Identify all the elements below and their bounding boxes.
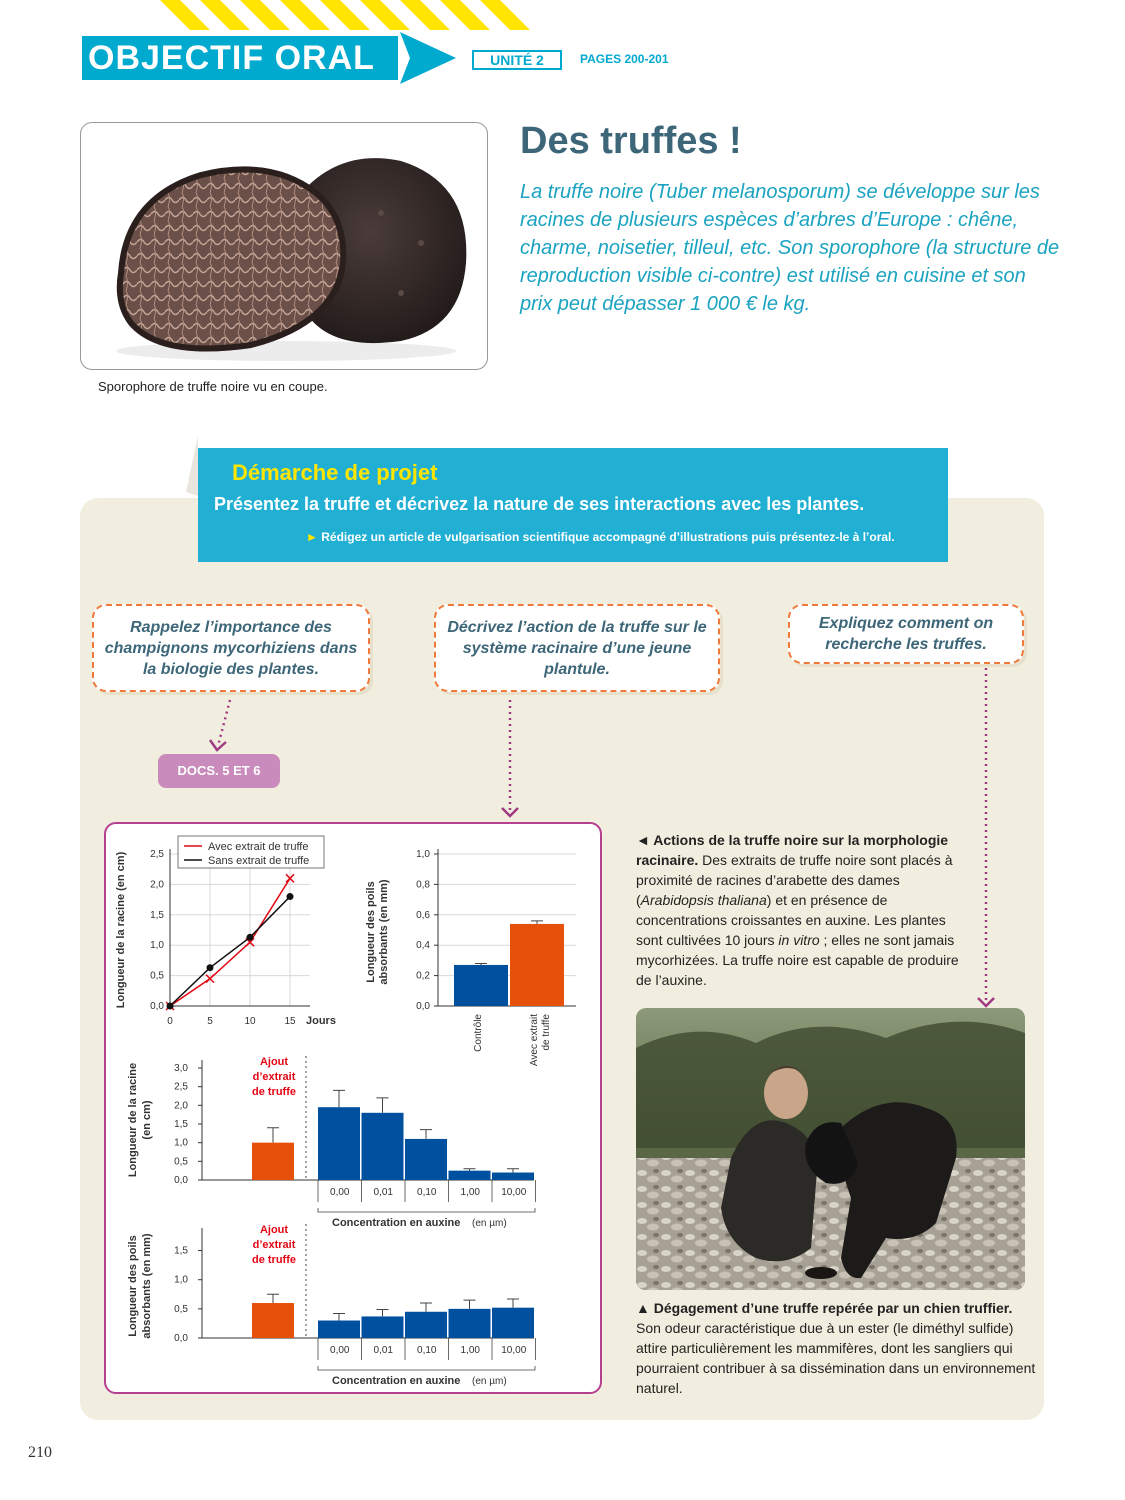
y-tick-label: 0,0: [174, 1333, 188, 1344]
error-bar: [420, 1130, 432, 1139]
truffle-photo: [80, 122, 488, 370]
doc-dog-title: ▲ Dégagement d’une truffe repérée par un chien truffier.: [636, 1300, 1013, 1316]
truffle-dog-illustration: [636, 1008, 1025, 1290]
bar-2: [362, 1113, 404, 1180]
error-bar: [333, 1314, 345, 1321]
triangle-icon: ►: [306, 530, 318, 544]
error-bar: [267, 1128, 279, 1143]
category-label: de truffe: [541, 1014, 552, 1051]
y-tick-label: 0,6: [416, 909, 430, 921]
y-tick-label: 2,0: [150, 879, 164, 891]
reference-bar: [252, 1143, 294, 1180]
y-axis-title: absorbants (en mm): [141, 1233, 153, 1339]
y-tick-label: 1,0: [150, 940, 164, 952]
series-line-2: [170, 897, 290, 1006]
y-tick-label: 2,5: [150, 849, 164, 860]
y-tick-label: 0,5: [174, 1156, 188, 1168]
truffle-dog-photo: [636, 1008, 1025, 1290]
task-mycorrhizal: Rappelez l’importance des champignons mycorhiziens dans la biologie des plantes.: [92, 604, 370, 692]
category-label: 0,00: [330, 1187, 350, 1198]
data-point-dot: [287, 893, 294, 900]
pages-reference: PAGES 200-201: [580, 52, 669, 66]
category-label: 0,01: [373, 1187, 393, 1198]
page-title: Des truffes !: [520, 120, 742, 162]
x-bracket: [318, 1208, 535, 1212]
x-axis-title: Concentration en auxine: [332, 1217, 461, 1229]
bar-4: [449, 1309, 491, 1338]
x-tick-label: 5: [207, 1016, 213, 1027]
project-label: Démarche de projet: [232, 460, 438, 485]
unit-badge: UNITÉ 2: [472, 50, 562, 70]
charts-panel: [104, 822, 602, 1394]
charts-svg: [106, 824, 604, 1396]
y-tick-label: 0,2: [416, 970, 430, 982]
bar-1: [318, 1321, 360, 1338]
category-label: 10,00: [501, 1187, 527, 1198]
data-point-dot: [247, 934, 254, 941]
y-axis-title: absorbants (en mm): [378, 879, 390, 985]
error-bar: [333, 1090, 345, 1107]
doc-auxin-title: ◄ Actions de la truffe noire sur la morphologie racinaire.: [636, 832, 949, 868]
series-line-1: [170, 878, 290, 1006]
doc-dog-description: ▲ Dégagement d’une truffe repérée par un chien truffier. Son odeur caractéristique due à un ester (le diméthyl sulfide) attire particulièrement les mammifères, dont les sangliers qui pourraient contribuer à sa dissémination dans un environnement naturel.: [636, 1300, 1036, 1396]
task-search: Expliquez comment on recherche les truffes.: [788, 604, 1024, 664]
y-axis-title: Longueur de la racine: [127, 1062, 139, 1178]
photo-caption: Sporophore de truffe noire vu en coupe.: [98, 379, 328, 394]
y-axis-title: Longueur de la racine (en cm): [115, 851, 127, 1009]
error-bar: [531, 921, 543, 924]
y-tick-label: 1,0: [174, 1274, 188, 1286]
bar-5: [492, 1173, 534, 1180]
y-tick-label: 0,5: [174, 1303, 188, 1315]
error-bar: [464, 1169, 476, 1171]
header-stripes: [160, 0, 540, 30]
y-tick-label: 3,0: [174, 1063, 188, 1074]
x-tick-label: 15: [284, 1016, 296, 1027]
error-bar: [267, 1294, 279, 1303]
error-bar: [377, 1309, 389, 1316]
y-tick-label: 0,8: [416, 879, 430, 891]
legend-label: Avec extrait de truffe: [208, 841, 309, 853]
category-label: Avec extrait: [529, 1014, 540, 1067]
annotation-label: d’extrait: [252, 1071, 296, 1083]
y-tick-label: 0,4: [416, 940, 430, 952]
y-tick-label: 0,0: [174, 1175, 188, 1186]
bar-1: [454, 965, 508, 1006]
y-axis-title: (en cm): [141, 1100, 153, 1140]
section-title: OBJECTIF ORAL: [82, 36, 398, 80]
bar-3: [405, 1312, 447, 1338]
y-tick-label: 0,5: [150, 970, 164, 982]
category-label: 1,00: [460, 1187, 480, 1198]
y-axis-title: Longueur des poils: [127, 1235, 139, 1337]
data-point-dot: [207, 964, 214, 971]
category-label: 10,00: [501, 1345, 527, 1356]
annotation-label: Ajout: [259, 1224, 289, 1236]
x-axis-title: Jours: [306, 1015, 336, 1027]
bar-3: [405, 1139, 447, 1180]
project-sub-text: Rédigez un article de vulgarisation scientifique accompagné d’illustrations puis présentez-le à l’oral.: [321, 530, 895, 544]
project-main-instruction: Présentez la truffe et décrivez la nature de ses interactions avec les plantes.: [214, 494, 865, 514]
category-label: Contrôle: [473, 1014, 484, 1052]
bar-4: [449, 1171, 491, 1180]
x-axis-unit: (en µm): [472, 1376, 507, 1387]
legend-label: Sans extrait de truffe: [208, 855, 310, 867]
annotation-label: de truffe: [252, 1086, 296, 1098]
truffle-illustration: [81, 123, 488, 370]
y-tick-label: 2,5: [174, 1081, 188, 1093]
x-tick-label: 0: [167, 1016, 173, 1027]
y-tick-label: 1,5: [150, 909, 164, 921]
annotation-label: d’extrait: [252, 1239, 296, 1251]
x-axis-unit: (en µm): [472, 1218, 507, 1229]
reference-bar: [252, 1303, 294, 1338]
y-tick-label: 0,0: [416, 1001, 430, 1012]
docs-badge: DOCS. 5 ET 6: [158, 754, 280, 788]
y-tick-label: 2,0: [174, 1100, 188, 1112]
error-bar: [420, 1303, 432, 1312]
data-point-dot: [167, 1003, 174, 1010]
task-root-action: Décrivez l’action de la truffe sur le système racinaire d’une jeune plantule.: [434, 604, 720, 692]
intro-text: La truffe noire (Tuber melanosporum) se développe sur les racines de plusieurs espèces d’arbres d’Europe : chêne, charme, noisetier, tilleul, etc. Son sporophore (la structure de reproduction visible ci-contre) est utilisé en cuisine et son prix peut dépasser 1 000 € le kg.: [520, 181, 1060, 315]
category-label: 0,01: [373, 1345, 393, 1356]
doc-auxin-description: ◄ Actions de la truffe noire sur la morphologie racinaire. Des extraits de truffe noire sont placés à proximité de racines d’arabette des dames (Arabidopsis thaliana) et en présence de concentrations croissantes en auxine. Les plantes sont cultivées 10 jours in vitro ; elles ne sont jamais mycorhizées. La truffe noire est capable de produire de l’auxine.: [636, 832, 959, 988]
y-tick-label: 1,5: [174, 1245, 188, 1257]
y-tick-label: 1,0: [416, 849, 430, 860]
category-label: 0,00: [330, 1345, 350, 1356]
bar-1: [318, 1107, 360, 1180]
x-axis-title: Concentration en auxine: [332, 1375, 461, 1387]
annotation-label: de truffe: [252, 1254, 296, 1266]
page-number: 210: [28, 1444, 52, 1461]
bar-2: [510, 924, 564, 1006]
error-bar: [507, 1169, 519, 1173]
section-arrow-icon: [400, 32, 460, 84]
category-label: 1,00: [460, 1345, 480, 1356]
y-axis-title: Longueur des poils: [365, 881, 377, 983]
y-tick-label: 1,0: [174, 1137, 188, 1149]
y-tick-label: 0,0: [150, 1001, 164, 1012]
bar-2: [362, 1316, 404, 1338]
error-bar: [475, 963, 487, 965]
x-bracket: [318, 1366, 535, 1370]
error-bar: [464, 1300, 476, 1309]
category-label: 0,10: [417, 1187, 437, 1198]
category-label: 0,10: [417, 1345, 437, 1356]
error-bar: [377, 1098, 389, 1113]
y-tick-label: 1,5: [174, 1119, 188, 1130]
annotation-label: Ajout: [259, 1056, 289, 1068]
project-sub-instruction: [306, 530, 895, 544]
x-tick-label: 10: [244, 1016, 256, 1027]
bar-5: [492, 1308, 534, 1338]
error-bar: [507, 1299, 519, 1308]
